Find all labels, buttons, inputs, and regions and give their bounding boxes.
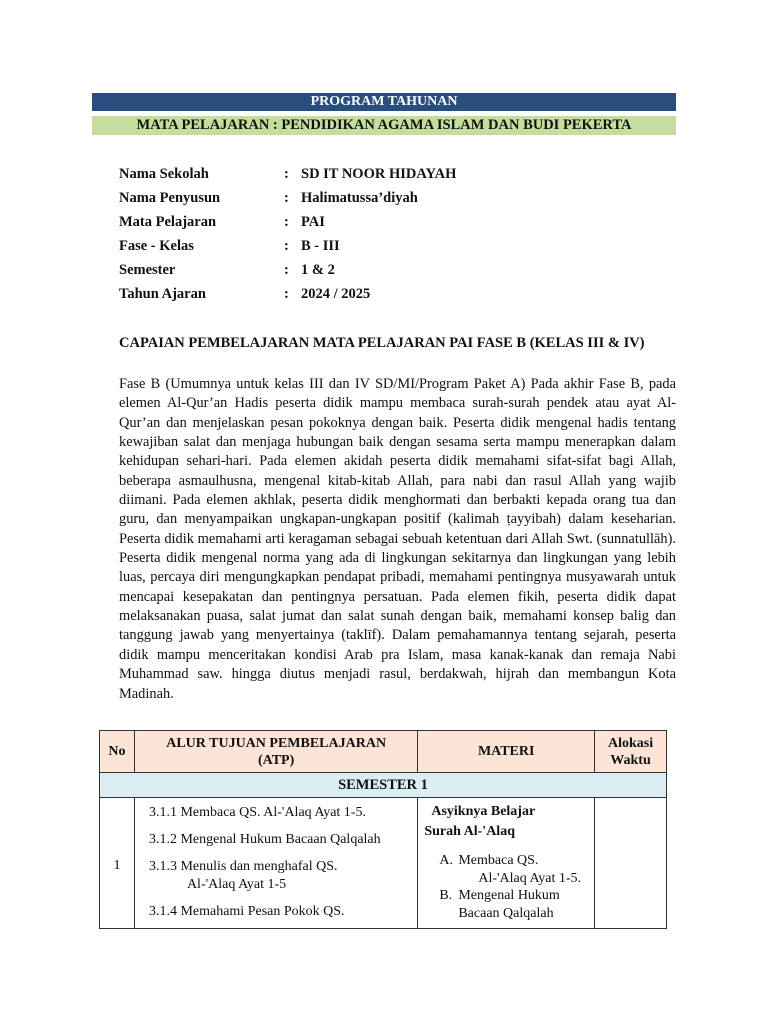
header-materi: MATERI [418, 731, 595, 773]
capaian-title: CAPAIAN PEMBELAJARAN MATA PELAJARAN PAI FASE B (KELAS III & IV) [119, 335, 645, 351]
info-row-year [119, 284, 619, 308]
info-row-semester [119, 260, 619, 284]
info-colon: : [284, 262, 289, 278]
info-label: Nama Penyusun [119, 190, 221, 206]
list-item-line1: Membaca QS. [458, 853, 539, 868]
list-marker: B. [439, 888, 453, 903]
atp-cell [134, 798, 417, 929]
info-colon: : [284, 214, 289, 230]
info-row-phase [119, 236, 619, 260]
info-row-school [119, 164, 619, 188]
capaian-body: Fase B (Umumnya untuk kelas III dan IV SD/MI/Program Paket A) Pada akhir Fase B, pada elemen Al-Qur’an Hadis peserta didik mampu membaca surah-surah pendek atau ayat Al-Qur’an dan menjelaskan pesan pokoknya dengan baik. Peserta didik mengenal hadis tentang kewajiban salat dan menjaga hubungan baik dengan sesama serta mampu menerapkan dalam kehidupan sehari-hari. Pada elemen akidah peserta didik memahami sifat-sifat bagi Allah, beberapa asmaulhusna, mengenal kitab-kitab Allah, para nabi dan rasul Allah yang wajib diimani. Pada elemen akhlak, peserta didik menghormati dan berbakti kepada orang tua dan guru, dan menyampaikan ungkapan-ungkapan positif (kalimah ṭayyibah) dalam keseharian. Peserta didik memahami arti keragaman sebagai sebuah ketentuan dari Allah Swt. (sunnatullāh). Peserta didik mengenal norma yang ada di lingkungan sekitarnya dan lingkungan yang lebih luas, percaya diri mengungkapkan pendapat pribadi, memahami pentingnya musyawarah untuk mencapai kesepakatan dan pentingnya persatuan. Pada elemen fikih, peserta didik dapat melaksanakan puasa, salat jumat dan salat sunah dengan baik, memahami konsep balig dan tanggung jawab yang menyertainya (taklīf). Dalam pemahamannya tentang sejarah, peserta didik mampu menceritakan kondisi Arab pra Islam, masa kanak-kanak dan remaja Nabi Muhammad saw. hingga diutus menjadi rasul, berdakwah, hijrah dan membangun Kota Madinah. [119, 376, 676, 702]
info-colon: : [284, 190, 289, 206]
table-header-row [100, 731, 667, 773]
info-label: Tahun Ajaran [119, 286, 206, 302]
header-no: No [100, 731, 135, 773]
header-atp-line1: ALUR TUJUAN PEMBELAJARAN [166, 735, 387, 751]
info-colon: : [284, 238, 289, 254]
info-value: Halimatussa’diyah [301, 190, 418, 206]
header-alokasi-line2: Waktu [610, 752, 651, 768]
list-item-line1: Mengenal Hukum [458, 888, 560, 903]
info-value: B - III [301, 238, 340, 254]
header-alokasi [595, 731, 667, 773]
list-item [424, 887, 588, 922]
list-item-line2: Al-'Alaq Ayat 1-5. [478, 870, 582, 886]
info-colon: : [284, 166, 289, 182]
atp-item: 3.1.4 Memahami Pesan Pokok QS. [148, 903, 345, 919]
header-atp [134, 731, 417, 773]
materi-cell [418, 798, 595, 929]
info-value: 1 & 2 [301, 262, 335, 278]
info-value: 2024 / 2025 [301, 286, 371, 302]
info-label: Fase - Kelas [119, 238, 194, 254]
info-value: SD IT NOOR HIDAYAH [301, 166, 457, 182]
alokasi-cell [595, 798, 667, 929]
materi-title-line1: Asyiknya Belajar [431, 804, 536, 819]
info-label: Nama Sekolah [119, 166, 209, 182]
atp-item: 3.1.3 Menulis dan menghafal QS. [148, 858, 338, 874]
program-title: PROGRAM TAHUNAN [310, 94, 458, 109]
materi-title [424, 802, 588, 842]
atp-table [99, 730, 667, 929]
program-title-bar [92, 93, 676, 111]
materi-title-line2: Surah Al-'Alaq [424, 824, 515, 839]
materi-list [424, 852, 588, 922]
semester-row [100, 773, 667, 798]
list-marker: A. [439, 853, 453, 868]
info-label: Semester [119, 262, 176, 278]
table-row [100, 798, 667, 929]
subject-title-bar [92, 116, 676, 135]
info-row-author [119, 188, 619, 212]
header-alokasi-line1: Alokasi [607, 735, 654, 751]
identity-block [119, 164, 619, 308]
info-row-subject [119, 212, 619, 236]
header-atp-line2: (ATP) [257, 752, 295, 768]
info-label: Mata Pelajaran [119, 214, 217, 230]
info-value: PAI [301, 214, 325, 230]
atp-item-continuation: Al-'Alaq Ayat 1-5 [186, 876, 287, 892]
info-colon: : [284, 286, 289, 302]
subject-title: MATA PELAJARAN : PENDIDIKAN AGAMA ISLAM DAN BUDI PEKERTA [136, 117, 632, 133]
atp-item: 3.1.2 Mengenal Hukum Bacaan Qalqalah [148, 831, 381, 847]
atp-item: 3.1.1 Membaca QS. Al-'Alaq Ayat 1-5. [148, 804, 366, 820]
row-number: 1 [100, 798, 135, 929]
list-item-line2: Bacaan Qalqalah [458, 905, 554, 921]
list-item [424, 852, 588, 887]
semester-label: SEMESTER 1 [100, 773, 667, 798]
